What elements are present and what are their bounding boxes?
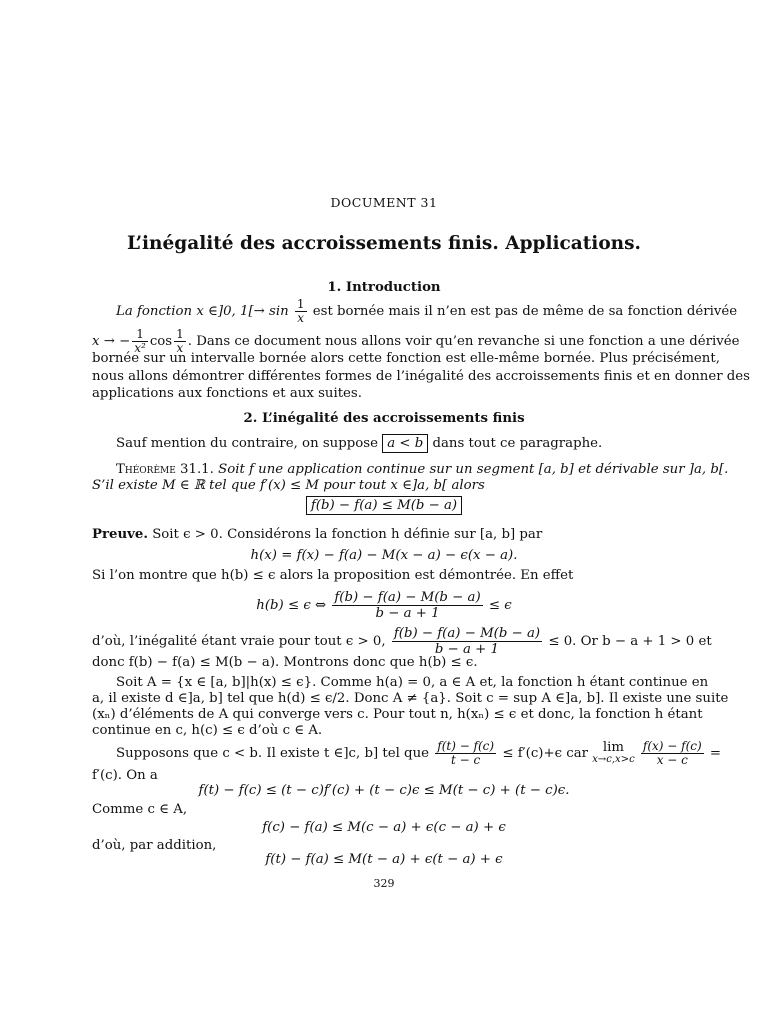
frac-den: x bbox=[176, 341, 184, 355]
intro-line-1 bbox=[116, 298, 737, 325]
doù-fraction bbox=[392, 626, 542, 657]
proof-line-2: Si l’on montre que h(b) ≤ ϵ alors la proposition est démontrée. En effet bbox=[92, 568, 574, 583]
theorem-line-2: S’il existe M ∈ ℝ tel que f′(x) ≤ M pour tout x ∈]a, b[ alors bbox=[92, 478, 485, 493]
frac-den: t − c bbox=[451, 753, 481, 767]
intro-line-5: applications aux fonctions et aux suites. bbox=[92, 386, 362, 401]
frac-den: b − a + 1 bbox=[375, 606, 440, 621]
equation-equivalence bbox=[0, 590, 768, 621]
frac-den: x bbox=[297, 311, 305, 325]
section-number: 2. bbox=[243, 411, 258, 426]
equation-3: f(t) − f(c) ≤ (t − c)f′(c) + (t − c)ϵ ≤ M(t − c) + (t − c)ϵ. bbox=[198, 783, 570, 798]
theorem-boxed-result bbox=[0, 498, 768, 514]
assumption-text-a: Sauf mention du contraire, on suppose bbox=[116, 436, 378, 451]
frac-num: 1 bbox=[296, 297, 305, 311]
frac-num: f(x) − f(c) bbox=[642, 739, 702, 753]
supp-text-a: Supposons que c < b. Il existe t ∈]c, b] tel que bbox=[116, 746, 430, 761]
soitA-line-3: (xₙ) d’éléments de A qui converge vers c. Pour tout n, h(xₙ) ≤ ϵ et donc, la fonction h étant bbox=[92, 707, 703, 722]
frac-num: f(t) − f(c) bbox=[437, 739, 495, 753]
eq2-fraction bbox=[332, 590, 482, 621]
equation-5: f(t) − f(a) ≤ M(t − a) + ϵ(t − a) + ϵ bbox=[265, 852, 503, 867]
frac-den: b − a + 1 bbox=[434, 642, 500, 657]
frac-num: f(b) − f(a) − M(b − a) bbox=[393, 626, 541, 641]
section-title: Introduction bbox=[345, 280, 441, 295]
page-number: 329 bbox=[373, 877, 395, 890]
equation-4: f(c) − f(a) ≤ M(c − a) + ϵ(c − a) + ϵ bbox=[262, 820, 506, 835]
comme-line: Comme c ∈ A, bbox=[92, 802, 188, 817]
lim-subscript: x→c,x>c bbox=[592, 753, 635, 765]
intro-l2-cos: cos bbox=[149, 334, 173, 349]
section-heading-introduction bbox=[0, 280, 768, 296]
soitA-line-1: Soit A = {x ∈ [a, b]|h(x) ≤ ϵ}. Comme h(a) = 0, a ∈ A et, la fonction h étant continue en bbox=[116, 675, 709, 690]
intro-line-3: bornée sur un intervalle bornée alors cette fonction est elle-même bornée. Plus précisément, bbox=[92, 351, 720, 366]
donc-line: donc f(b) − f(a) ≤ M(b − a). Montrons donc que h(b) ≤ ϵ. bbox=[92, 655, 478, 670]
proof-text-1: Soit ϵ > 0. Considérons la fonction h définie sur [a, b] par bbox=[152, 527, 543, 542]
intro-l2-b: . Dans ce document nous allons voir qu’en revanche si une fonction a une dérivée bbox=[187, 334, 740, 349]
proof-label: Preuve. bbox=[92, 527, 148, 542]
assumption-line bbox=[116, 436, 602, 452]
supposons-line bbox=[116, 740, 721, 767]
frac-den: x² bbox=[134, 341, 146, 355]
document-header: DOCUMENT 31 bbox=[330, 195, 438, 210]
intro-line-4: nous allons démontrer différentes formes de l’inégalité des accroissements finis et en donner des bbox=[92, 369, 751, 384]
supp-fraction-2 bbox=[641, 740, 704, 767]
supp-text-c: = bbox=[709, 746, 722, 761]
soitA-line-2: a, il existe d ∈]a, b] tel que h(d) ≤ ϵ/2. Donc A ≠ {a}. Soit c = sup A ∈]a, b]. Il existe une suite bbox=[92, 691, 729, 706]
section-number: 1. bbox=[327, 280, 342, 295]
frac-num: 1 bbox=[176, 327, 184, 341]
frac-den: x − c bbox=[656, 753, 688, 767]
addition-line: d’où, par addition, bbox=[92, 838, 217, 853]
page-title: L’inégalité des accroissements finis. Applications. bbox=[127, 233, 641, 254]
doù-line bbox=[92, 626, 712, 657]
theorem-label: Théorème 31.1. bbox=[116, 462, 214, 477]
intro-l1-a: La fonction x ∈]0, 1[→ sin bbox=[116, 304, 289, 319]
limit-operator bbox=[592, 739, 635, 766]
proof-line-1 bbox=[92, 527, 542, 543]
frac-num: 1 bbox=[132, 328, 148, 342]
equation-h: h(x) = f(x) − f(a) − M(x − a) − ϵ(x − a). bbox=[250, 548, 518, 563]
supp-text-b: ≤ f′(c)+ϵ car bbox=[502, 746, 589, 761]
section-heading-inegalite bbox=[0, 411, 768, 427]
doù-text-a: d’où, l’inégalité étant vraie pour tout ϵ > 0, bbox=[92, 634, 386, 649]
boxed-inequality: f(b) − f(a) ≤ M(b − a) bbox=[306, 496, 462, 515]
fprime-line: f′(c). On a bbox=[92, 768, 158, 783]
theorem-line-1 bbox=[116, 462, 728, 478]
theorem-statement-1: Soit f une application continue sur un segment [a, b] et dérivable sur ]a, b[. bbox=[218, 462, 729, 477]
eq2-right: ≤ ϵ bbox=[488, 598, 512, 613]
eq2-left: h(b) ≤ ϵ ⇔ bbox=[256, 598, 327, 613]
soitA-line-4: continue en c, h(c) ≤ ϵ d’où c ∈ A. bbox=[92, 723, 323, 738]
supp-fraction-1 bbox=[435, 740, 496, 767]
fraction-1-over-x bbox=[295, 298, 307, 325]
frac-num: f(b) − f(a) − M(b − a) bbox=[334, 590, 481, 605]
assumption-text-b: dans tout ce paragraphe. bbox=[432, 436, 603, 451]
boxed-assumption: a < b bbox=[382, 434, 428, 453]
intro-l1-b: est bornée mais il n’en est pas de même de sa fonction dérivée bbox=[312, 304, 738, 319]
lim-word: lim bbox=[602, 739, 625, 755]
doù-text-b: ≤ 0. Or b − a + 1 > 0 et bbox=[548, 634, 712, 649]
intro-l2-a: x → − bbox=[92, 334, 131, 349]
section-title: L’inégalité des accroissements finis bbox=[261, 411, 525, 426]
